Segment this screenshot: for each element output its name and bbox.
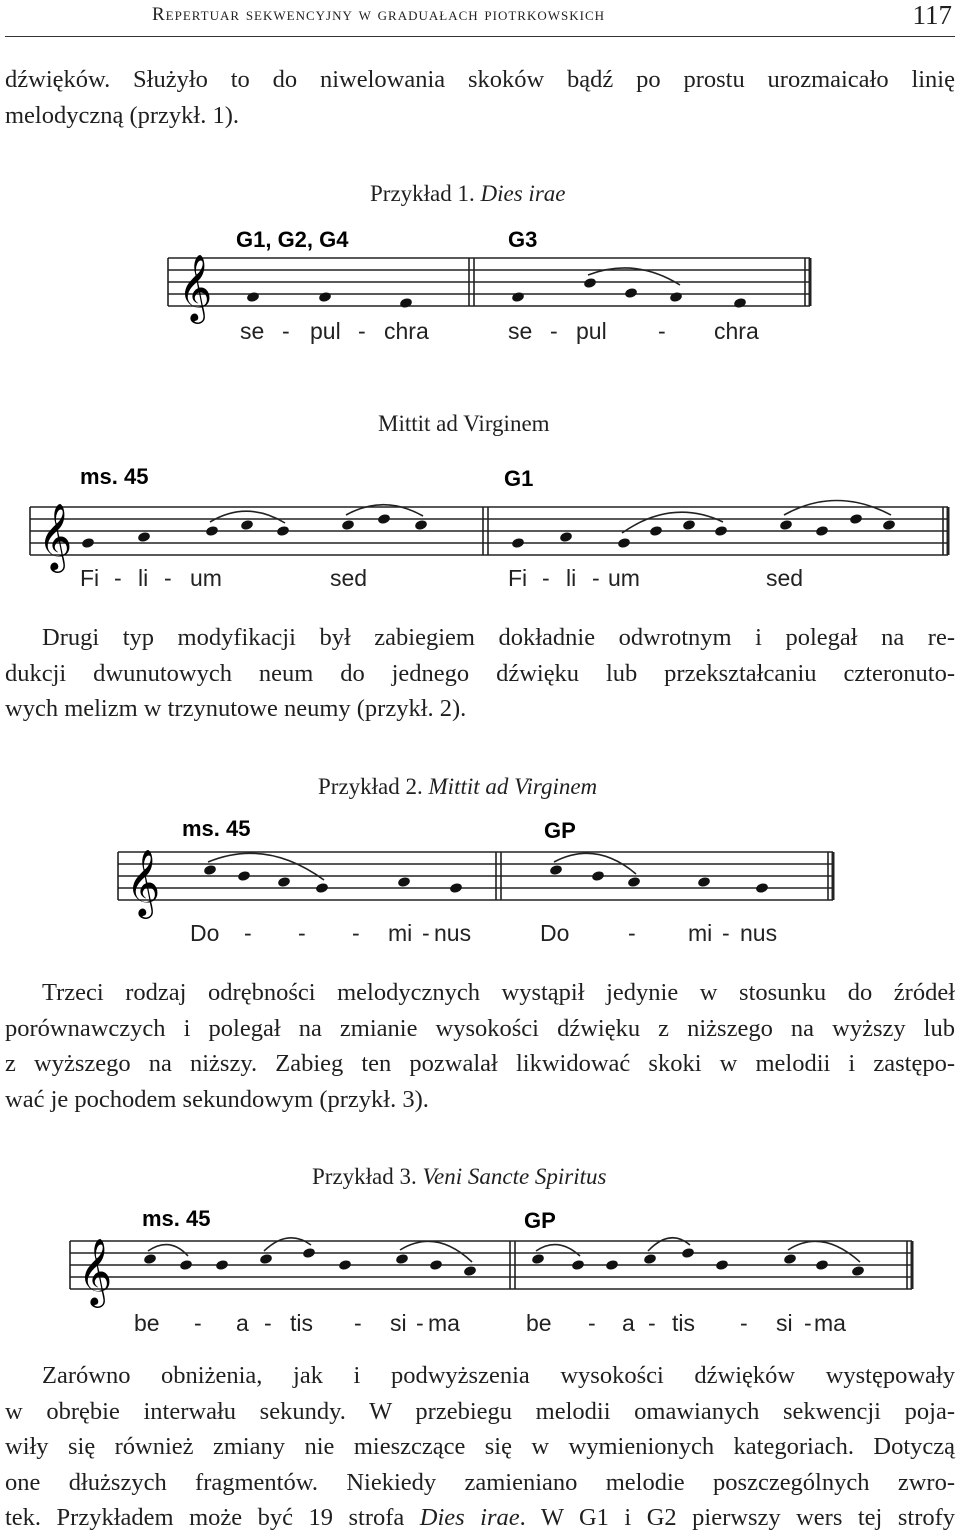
lyric-syllable: Fi	[80, 565, 100, 591]
lyric-syllable: sed	[330, 565, 368, 591]
note-head-icon	[714, 525, 728, 537]
lyric-hyphen: -	[628, 920, 636, 946]
lyric-syllable: mi	[388, 920, 413, 946]
lyric-hyphen: -	[542, 565, 550, 591]
note-head-icon	[237, 870, 251, 882]
note-head-icon	[697, 876, 711, 888]
lyric-hyphen: -	[354, 1310, 362, 1336]
staff-lines	[30, 507, 948, 555]
note-head-icon	[627, 876, 641, 888]
note-head-icon	[397, 876, 411, 888]
lyric-syllable: Do	[190, 920, 220, 946]
lyric-syllable: nus	[434, 920, 472, 946]
lyric-hyphen: -	[658, 318, 666, 344]
paragraph-4	[5, 1358, 955, 1536]
caption-prefix: Przykład 3.	[312, 1164, 417, 1189]
staff-lines	[168, 258, 810, 306]
note-head-icon	[240, 519, 254, 531]
lyric-syllable: Do	[540, 920, 570, 946]
lyric-hyphen: -	[114, 565, 122, 591]
lyric-syllable: tis	[672, 1310, 695, 1336]
lyric-syllable: nus	[740, 920, 778, 946]
lyric-hyphen: -	[416, 1310, 424, 1336]
running-title: Repertuar sekwencyjny w graduałach piotrkowskich	[152, 4, 605, 25]
lyric-syllable: pul	[310, 318, 341, 344]
slur-icon	[148, 1245, 188, 1256]
note-head-icon	[399, 297, 413, 309]
lyric-hyphen: -	[244, 920, 252, 946]
notes	[203, 864, 769, 894]
source-label: ms. 45	[80, 464, 149, 489]
paragraph-line: melodyczną (przykł. 1).	[5, 101, 240, 129]
note-head-icon	[302, 1247, 316, 1259]
lyric-syllable: sed	[766, 565, 804, 591]
lyric-syllable: tis	[290, 1310, 313, 1336]
source-label: ms. 45	[182, 816, 251, 841]
lyric-hyphen: -	[804, 1310, 812, 1336]
note-head-icon	[463, 1265, 477, 1277]
lyric-hyphen: -	[592, 565, 600, 591]
paragraph-line: w obrębie interwału sekundy. W przebiegu melodii omawianych sekwencji poja-	[5, 1397, 955, 1425]
lyric-syllable: pul	[576, 318, 607, 344]
lyric-syllable: be	[134, 1310, 160, 1336]
lyric-syllable: li	[566, 565, 577, 591]
lyric-syllable: a	[622, 1310, 635, 1336]
lyrics	[134, 1310, 846, 1336]
caption-title: Veni Sancte Spiritus	[422, 1164, 607, 1189]
note-head-icon	[203, 864, 217, 876]
paragraph-line: dukcji dwunutowych neum do jednego dźwięku lub przekształcaniu czteronuto-	[5, 659, 955, 687]
example-1-subtitle: Mittit ad Virginem	[378, 411, 550, 436]
lyric-hyphen: -	[722, 920, 730, 946]
note-head-icon	[783, 1253, 797, 1265]
note-head-icon	[669, 291, 683, 303]
note-head-icon	[315, 882, 329, 894]
lyric-hyphen: -	[164, 565, 172, 591]
lyric-hyphen: -	[550, 318, 558, 344]
slur-icon	[264, 1238, 311, 1251]
notes	[143, 1247, 865, 1277]
note-head-icon	[318, 291, 332, 303]
paragraph-line: Zarówno obniżenia, jak i podwyższenia wysokości dźwięków występowały	[42, 1362, 955, 1389]
lyric-syllable: si	[776, 1310, 793, 1336]
note-head-icon	[81, 537, 95, 549]
source-label: G1	[504, 466, 534, 491]
paragraph-line: wych melizm w trzynutowe neumy (przykł. 2).	[5, 695, 467, 722]
caption-prefix: Przykład 1.	[370, 181, 475, 206]
note-head-icon	[395, 1253, 409, 1265]
note-head-icon	[559, 531, 573, 543]
page-number: 117	[912, 0, 952, 30]
lyric-hyphen: -	[422, 920, 430, 946]
lyric-syllable: ma	[814, 1310, 846, 1336]
note-head-icon	[246, 291, 260, 303]
note-head-icon	[851, 1265, 865, 1277]
note-head-icon	[617, 537, 631, 549]
lyric-syllable: si	[390, 1310, 407, 1336]
header-rule	[5, 36, 955, 37]
lyric-hyphen: -	[588, 1310, 596, 1336]
source-label: G3	[508, 227, 538, 252]
note-head-icon	[643, 1253, 657, 1265]
note-head-icon	[259, 1253, 273, 1265]
note-head-icon	[605, 1259, 619, 1271]
note-head-icon	[377, 513, 391, 525]
note-head-icon	[549, 864, 563, 876]
note-head-icon	[511, 537, 525, 549]
note-head-icon	[849, 513, 863, 525]
music-staff-example-3	[0, 1198, 960, 1348]
lyric-hyphen: -	[358, 318, 366, 344]
caption-prefix: Przykład 2.	[318, 774, 423, 799]
paragraph-line: wać je pochodem sekundowym (przykł. 3).	[5, 1085, 429, 1113]
lyric-syllable: um	[190, 565, 222, 591]
staff-lines	[70, 1241, 912, 1289]
treble-clef-icon: 𝄞	[78, 1239, 113, 1304]
note-head-icon	[755, 882, 769, 894]
note-head-icon	[511, 291, 525, 303]
lyric-syllable: be	[526, 1310, 552, 1336]
note-head-icon	[815, 1259, 829, 1271]
note-head-icon	[779, 519, 793, 531]
lyric-syllable: se	[508, 318, 533, 344]
lyric-syllable: mi	[688, 920, 713, 946]
note-head-icon	[205, 525, 219, 537]
source-label: G1, G2, G4	[236, 227, 349, 252]
paragraph-line: dźwięków. Służyło to do niwelowania skoków bądź po prostu urozmaicało linię	[5, 66, 955, 93]
slur-icon	[622, 512, 723, 533]
lyric-hyphen: -	[194, 1310, 202, 1336]
note-head-icon	[179, 1259, 193, 1271]
note-head-icon	[571, 1259, 585, 1271]
note-head-icon	[583, 277, 597, 289]
lyric-syllable: ma	[428, 1310, 460, 1336]
note-head-icon	[276, 525, 290, 537]
lyric-syllable: li	[138, 565, 149, 591]
note-head-icon	[649, 525, 663, 537]
lyric-hyphen: -	[740, 1310, 748, 1336]
note-head-icon	[733, 297, 747, 309]
note-head-icon	[449, 882, 463, 894]
note-head-icon	[681, 1247, 695, 1259]
example-3-caption	[312, 1164, 607, 1190]
example-2-caption	[318, 774, 597, 800]
note-head-icon	[429, 1259, 443, 1271]
paragraph-line: z wyższego na niższy. Zabieg ten pozwalał likwidować skoki w melodii i zastępo-	[5, 1050, 955, 1077]
paragraph-line: porównawczych i polegał na zmianie wysokości dźwięku z niższego na wyższy lub	[5, 1014, 955, 1042]
lyric-hyphen: -	[264, 1310, 272, 1336]
caption-title: Mittit ad Virginem	[428, 774, 598, 799]
slur-icon	[648, 1238, 690, 1251]
lyric-syllable: se	[240, 318, 265, 344]
note-head-icon	[143, 1253, 157, 1265]
paragraph-line: Trzeci rodzaj odrębności melodycznych wystąpił jedynie w stosunku do źródeł	[42, 979, 955, 1006]
example-1-caption	[370, 181, 565, 207]
lyric-hyphen: -	[352, 920, 360, 946]
paragraph-line: wiły się również zmiany nie mieszczące się w wymienionych kategoriach. Dotyczą	[5, 1433, 955, 1460]
note-head-icon	[591, 870, 605, 882]
note-head-icon	[338, 1259, 352, 1271]
note-head-icon	[682, 519, 696, 531]
note-head-icon	[137, 531, 151, 543]
slur-icon	[536, 1245, 580, 1256]
note-head-icon	[882, 519, 896, 531]
slur-icon	[400, 1241, 472, 1262]
lyric-hyphen: -	[282, 318, 290, 344]
lyrics	[80, 565, 803, 591]
paragraph-line: Drugi typ modyfikacji był zabiegiem dokładnie odwrotnym i polegał na re-	[42, 624, 955, 651]
music-staff-example-1b	[0, 460, 960, 600]
note-head-icon	[215, 1259, 229, 1271]
note-head-icon	[414, 519, 428, 531]
music-staff-example-2	[0, 810, 960, 955]
note-head-icon	[815, 525, 829, 537]
note-head-icon	[277, 876, 291, 888]
source-label: GP	[524, 1208, 556, 1233]
caption-title: Dies irae	[480, 181, 566, 206]
treble-clef-icon: 𝄞	[126, 850, 161, 915]
note-head-icon	[624, 287, 638, 299]
lyric-syllable: Fi	[508, 565, 528, 591]
lyric-syllable: chra	[384, 318, 429, 344]
lyric-syllable: um	[608, 565, 640, 591]
source-label: GP	[544, 818, 576, 843]
lyrics	[190, 920, 777, 946]
paragraph-1	[5, 62, 955, 133]
lyric-syllable: a	[236, 1310, 249, 1336]
paragraph-3	[5, 975, 955, 1117]
note-head-icon	[531, 1253, 545, 1265]
music-staff-example-1a	[0, 215, 960, 355]
lyric-hyphen: -	[298, 920, 306, 946]
treble-clef-icon: 𝄞	[178, 255, 213, 320]
lyric-syllable: chra	[714, 318, 759, 344]
paragraph-2	[5, 620, 955, 727]
note-head-icon	[715, 1259, 729, 1271]
source-label: ms. 45	[142, 1206, 211, 1231]
note-head-icon	[341, 519, 355, 531]
lyrics	[240, 318, 759, 344]
paragraph-line: one dłuższych fragmentów. Niekiedy zamieniano melodie poszczególnych zwro-	[5, 1468, 955, 1496]
slur-icon	[788, 1241, 860, 1262]
treble-clef-icon: 𝄞	[38, 504, 73, 569]
lyric-hyphen: -	[648, 1310, 656, 1336]
paragraph-line: tek. Przykładem może być 19 strofa Dies irae. W G1 i G2 pierwszy wers tej strofy	[5, 1504, 956, 1531]
staff-lines	[118, 852, 833, 900]
